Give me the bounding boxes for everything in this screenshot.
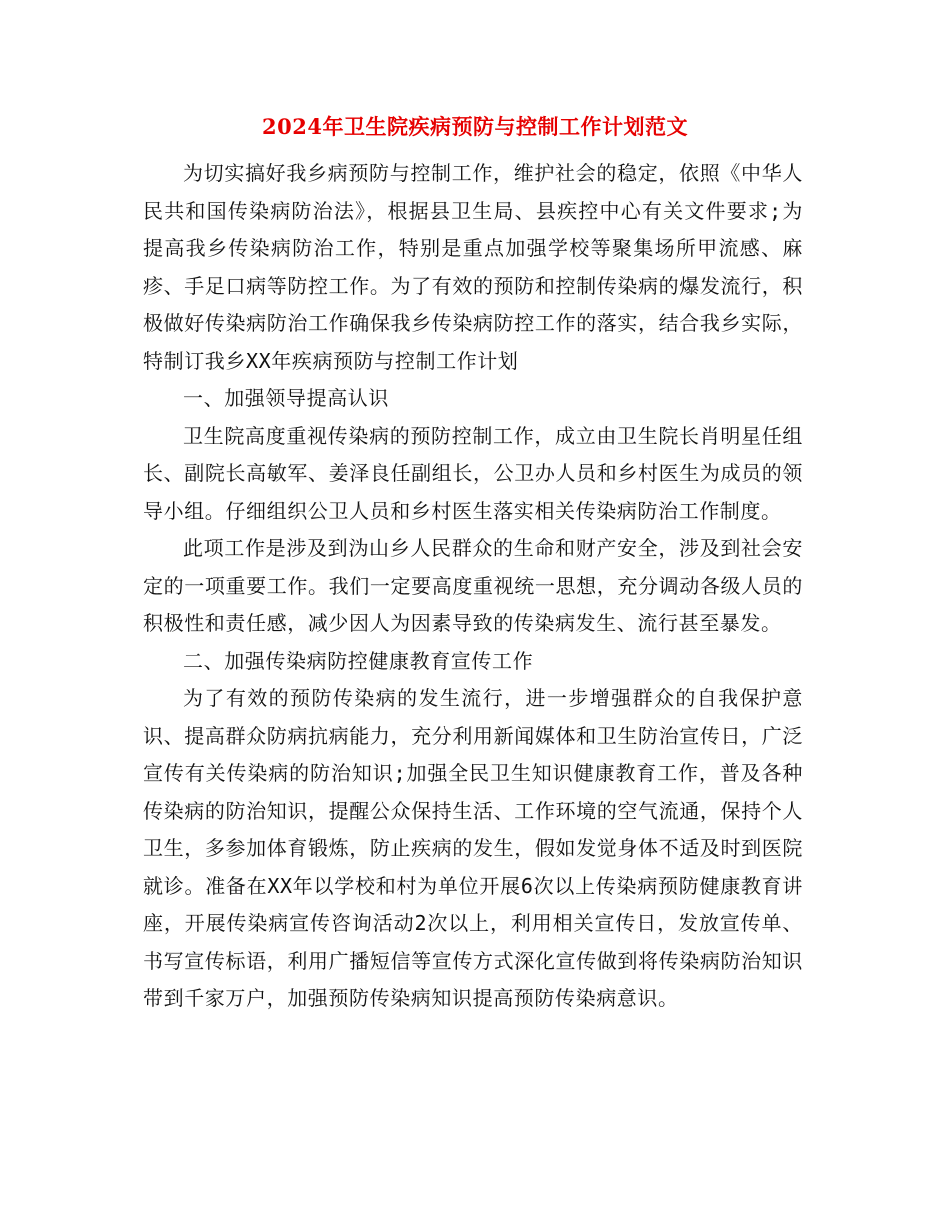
paragraph-education: 为了有效的预防传染病的发生流行，进一步增强群众的自我保护意识、提高群众防病抗病能力，充分利用新闻媒体和卫生防治宣传日，广泛宣传有关传染病的防治知识;加强全民卫生知识健康教育工作，普及各种传染病的防治知识，提醒公众保持生活、工作环境的空气流通，保持个人卫生，多参加体育锻炼，防止疾病的发生，假如发觉身体不适及时到医院就诊。准备在XX年以学校和村为单位开展6次以上传染病预防健康教育讲座，开展传染病宣传咨询活动2次以上，利用相关宣传日，发放宣传单、书写宣传标语，利用广播短信等宣传方式深化宣传做到将传染病防治知识带到千家万户，加强预防传染病知识提高预防传染病意识。: [143, 686, 803, 1010]
document-title: 2024年卫生院疾病预防与控制工作计划范文: [262, 114, 688, 139]
paragraph-leadership: 卫生院高度重视传染病的预防控制工作，成立由卫生院长肖明星任组长、副院长高敏军、姜泽良任副组长，公卫办人员和乡村医生为成员的领导小组。仔细组织公卫人员和乡村医生落实相关传染病防治工作制度。: [143, 423, 803, 523]
section-heading-1: 一、加强领导提高认识: [183, 386, 389, 410]
document-body: [143, 155, 803, 1018]
paragraph-importance: 此项工作是涉及到沩山乡人民群众的生命和财产安全，涉及到社会安定的一项重要工作。我们一定要高度重视统一思想，充分调动各级人员的积极性和责任感，减少因人为因素导致的传染病发生、流行甚至暴发。: [143, 536, 803, 635]
section-heading-2: 二、加强传染病防控健康教育宣传工作: [183, 648, 534, 673]
paragraph-intro: 为切实搞好我乡病预防与控制工作，维护社会的稳定，依照《中华人民共和国传染病防治法》，根据县卫生局、县疾控中心有关文件要求;为提高我乡传染病防治工作，特别是重点加强学校等聚集场所甲流感、麻疹、手足口病等防控工作。为了有效的预防和控制传染病的爆发流行，积极做好传染病防治工作确保我乡传染病防控工作的落实，结合我乡实际，特制订我乡XX年疾病预防与控制工作计划: [143, 161, 803, 373]
